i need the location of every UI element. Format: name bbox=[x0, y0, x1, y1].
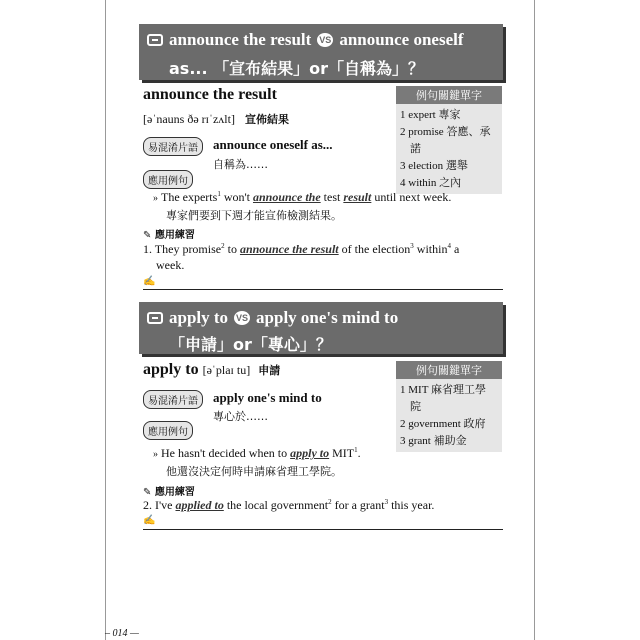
banner-subtitle: as... 「宣布結果」or「自稱為」？ bbox=[169, 59, 425, 78]
practice-sentence-line2: week. bbox=[156, 258, 185, 272]
phonetic: [əˈnauns ðə rɪˈzʌlt] bbox=[143, 112, 235, 126]
vocab-item: 3 grant 補助金 bbox=[400, 435, 467, 447]
banner-phrase-b: apply one's mind to bbox=[256, 308, 399, 327]
vs-icon: VS bbox=[236, 313, 249, 323]
page-number: – 014 — bbox=[105, 628, 139, 639]
confusable-tag: 易混淆片語 bbox=[143, 137, 203, 156]
vocab-item: 3 election 選舉 bbox=[400, 160, 468, 172]
vocab-item: 院 bbox=[410, 401, 421, 413]
example-tag: 應用例句 bbox=[143, 421, 193, 440]
vocab-item: 2 promise 答應、承 bbox=[400, 126, 491, 138]
vocab-item: 2 government 政府 bbox=[400, 418, 486, 430]
practice-label: ✎ 應用練習 bbox=[143, 487, 195, 498]
example-translation: 專家們要到下週才能宣佈檢測結果。 bbox=[166, 209, 342, 222]
section2-banner bbox=[139, 302, 503, 354]
headword-meaning: 申請 bbox=[258, 364, 281, 377]
practice-label: ✎ 應用練習 bbox=[143, 230, 195, 241]
example-sentence: » He hasn't decided when to apply to MIT$^1$. bbox=[153, 446, 361, 460]
example-sentence: » The experts$^1$ won't announce the test result until next week. bbox=[153, 190, 452, 204]
section1-banner bbox=[139, 24, 503, 80]
vs-icon: VS bbox=[319, 35, 332, 45]
speech-bubble-icon bbox=[147, 312, 163, 324]
vocab-title: 例句關鍵單字 bbox=[396, 86, 502, 104]
pencil-icon: ✍ bbox=[143, 515, 156, 526]
confusable-meaning: 自稱為…… bbox=[213, 158, 268, 171]
vocab-item: 1 expert 專家 bbox=[400, 109, 461, 121]
confusable-tag: 易混淆片語 bbox=[143, 390, 203, 409]
confusable-phrase: apply one's mind to bbox=[213, 390, 322, 405]
speech-bubble-icon bbox=[147, 34, 163, 46]
banner-phrase-a: announce the result bbox=[169, 30, 312, 49]
headword: apply to bbox=[143, 361, 199, 378]
banner-phrase-a: apply to bbox=[169, 308, 229, 327]
vocab-title: 例句關鍵單字 bbox=[396, 361, 502, 379]
banner-phrase-b: announce oneself bbox=[339, 30, 464, 49]
vocab-box bbox=[396, 86, 502, 194]
phonetic: [əˈplaɪ tu] bbox=[202, 363, 251, 377]
confusable-meaning: 專心於…… bbox=[213, 410, 268, 423]
vocab-item: 諾 bbox=[410, 143, 421, 155]
practice-sentence: 1. They promise$^2$ to announce the result of the election$^3$ within$^4$ a bbox=[143, 242, 460, 256]
headword-meaning: 宣佈結果 bbox=[244, 113, 289, 126]
headword: announce the result bbox=[143, 86, 277, 103]
practice-sentence: 2. I've applied to the local government$^2$ for a grant$^3$ this year. bbox=[143, 498, 435, 512]
vocab-box bbox=[396, 361, 502, 452]
banner-subtitle: 「申請」or「專心」？ bbox=[169, 335, 332, 354]
vocab-item: 4 within 之內 bbox=[400, 177, 462, 189]
pencil-icon: ✍ bbox=[143, 276, 156, 287]
example-tag: 應用例句 bbox=[143, 170, 193, 189]
example-translation: 他還沒決定何時申請麻省理工學院。 bbox=[166, 465, 342, 478]
vocab-item: 1 MIT 麻省理工學 bbox=[400, 384, 486, 396]
confusable-phrase: announce oneself as... bbox=[213, 137, 333, 152]
answer-line[interactable] bbox=[143, 529, 503, 530]
answer-line[interactable] bbox=[143, 289, 503, 290]
